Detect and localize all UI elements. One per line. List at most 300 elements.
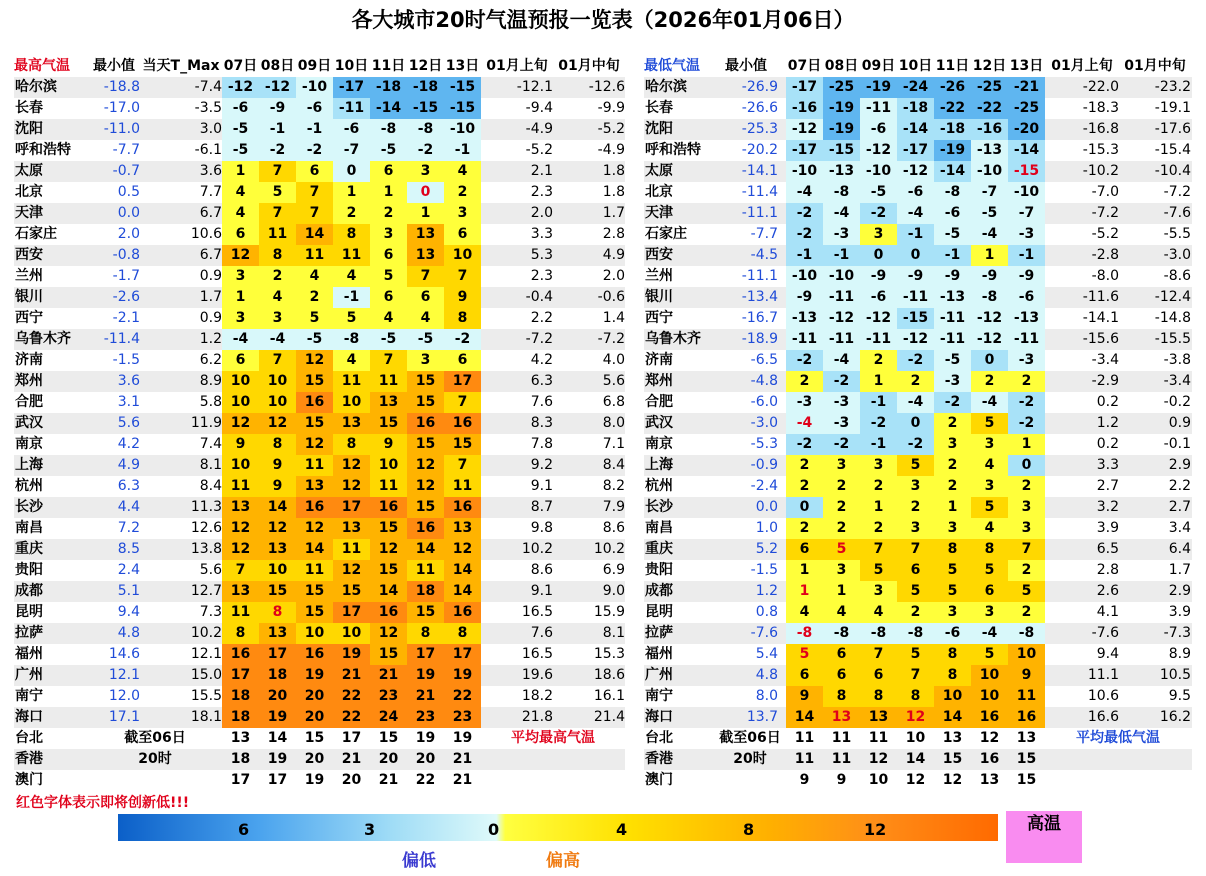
max-table-cell: 6.7 [199,205,222,221]
max-table-cell: -9.9 [597,100,625,116]
min-table-cell: -4 [786,182,823,203]
min-table-cell: -10.4 [1154,163,1191,179]
city-name: 长春 [645,100,673,116]
max-table-cell: -6 [222,98,259,119]
max-table-cell: 17 [230,772,251,788]
max-table-row [14,392,625,413]
max-table-cell: 6 [370,161,407,182]
min-table-cell: -2 [786,350,823,371]
min-table-cell: 13 [860,707,897,728]
max-table-cell: 18 [222,707,259,728]
min-table-cell: -16 [786,98,823,119]
max-table-cell: 6 [444,224,481,245]
max-table-row [14,203,625,224]
max-table-cell: 21.4 [593,709,625,725]
min-header-cell: 最小值 [725,58,767,74]
max-table-row [14,371,625,392]
max-table-cell: 8.0 [602,415,625,431]
min-table-cell: -9 [1008,266,1045,287]
min-table-cell: -5.3 [750,436,778,452]
max-table-cell: 14 [296,539,333,560]
max-table-cell: -1.5 [112,352,140,368]
min-table-cell: 16 [979,751,1000,767]
min-table-row [644,707,1192,728]
max-table-cell: 9.0 [602,583,625,599]
max-table-cell: -5.2 [525,142,553,158]
max-table-cell: 1.4 [602,310,625,326]
city-name: 合肥 [15,394,43,410]
min-header-cell: 12日 [972,58,1007,74]
max-table-cell: 2.4 [117,562,140,578]
city-name: 台北 [645,730,673,746]
min-table-row [644,350,1192,371]
max-table-cell: 9 [259,476,296,497]
max-table-cell: 12 [407,476,444,497]
max-header-cell: 01月上旬 [486,58,548,74]
min-table-cell: 0.2 [1096,436,1119,452]
max-table-cell: 12 [370,539,407,560]
min-table-cell: 9.4 [1096,646,1119,662]
min-table-cell: 6 [860,665,897,686]
max-table-cell: 12 [259,413,296,434]
max-table-row [14,350,625,371]
city-name: 南昌 [645,520,673,536]
min-table-cell: -22.0 [1082,79,1119,95]
min-table-cell: 6 [786,539,823,560]
min-table-cell: -23.2 [1154,79,1191,95]
min-table-cell: 2 [971,371,1008,392]
max-table-cell: 5.8 [199,394,222,410]
min-table-cell: -8 [823,623,860,644]
max-table-cell: 19.6 [521,667,553,683]
min-table-cell: 3.2 [1096,499,1119,515]
min-table-row [644,581,1192,602]
max-table-cell: 2 [370,203,407,224]
min-table-cell: 0.0 [755,499,778,515]
max-table-cell: 23 [407,707,444,728]
max-table-cell: 2.0 [602,268,625,284]
min-table-cell: 2.2 [1168,478,1191,494]
max-table-cell: 5.6 [117,415,140,431]
min-table-cell: 3.3 [1096,457,1119,473]
min-table-cell: -9 [786,287,823,308]
max-table-row [14,77,625,98]
min-table-cell: 1 [860,371,897,392]
min-table-cell: 1.7 [1168,562,1191,578]
max-header-cell: 08日 [260,58,295,74]
max-table-cell: -2 [407,140,444,161]
city-name: 哈尔滨 [15,79,57,95]
max-table-cell: -12 [259,77,296,98]
min-table-cell: 6 [823,665,860,686]
max-table-cell: 13 [370,392,407,413]
max-table-row [14,623,625,644]
max-table-cell: -10 [296,77,333,98]
min-table-cell: -11 [860,98,897,119]
max-table-cell: 19 [259,707,296,728]
max-table-cell: 11 [333,539,370,560]
max-table-cell: 6.3 [530,373,553,389]
min-table-cell: 2 [1008,476,1045,497]
max-table-cell: 12.6 [190,520,222,536]
min-table-cell: -6.5 [750,352,778,368]
min-table-cell: -7.0 [1091,184,1119,200]
max-table-cell: 15 [407,434,444,455]
min-table-cell: -10 [786,161,823,182]
min-table-cell: 1 [934,497,971,518]
max-table-cell: 5.6 [199,562,222,578]
min-table-cell: -0.2 [1163,394,1191,410]
max-table-cell: 21 [452,772,473,788]
avg-max-label: 平均最高气温 [511,730,595,746]
min-table-cell: 5 [971,560,1008,581]
max-table-cell: 11 [296,455,333,476]
min-table-cell: -5 [860,182,897,203]
max-table-cell: -2 [296,140,333,161]
city-name: 长沙 [15,499,43,515]
max-table-cell: 21 [407,686,444,707]
min-table-cell: 10 [1008,644,1045,665]
max-table-cell: 7 [259,161,296,182]
min-header-cell: 07日 [787,58,822,74]
min-table-cell: -12 [786,119,823,140]
max-header-cell: 11日 [371,58,406,74]
min-table-cell: -18 [897,98,934,119]
min-table-row [644,182,1192,203]
min-table-cell: -22 [934,98,971,119]
min-table-cell: -15.5 [1154,331,1191,347]
min-table-cell: -2 [1008,413,1045,434]
min-table-cell: 2 [786,476,823,497]
max-table-cell: 4 [296,266,333,287]
min-table-cell: 2.8 [1096,562,1119,578]
avg-min-label: 平均最低气温 [1076,730,1160,746]
max-table-cell: -8 [370,119,407,140]
max-table-cell: 16.5 [521,646,553,662]
max-table-cell: 11 [407,560,444,581]
min-table-cell: -7.2 [1163,184,1191,200]
min-table-cell: -1 [823,245,860,266]
max-table-cell: 4 [222,203,259,224]
min-table-cell: -2 [897,434,934,455]
min-table-cell: -17.6 [1154,121,1191,137]
min-table-cell: 15 [1016,751,1037,767]
max-table-row [14,245,625,266]
below-normal-label: 偏低 [402,851,436,871]
max-table-cell: 10.2 [190,625,222,641]
min-table-cell: -19 [934,140,971,161]
max-table-row [14,476,625,497]
min-table-cell: 7 [860,539,897,560]
max-table-cell: -4 [222,329,259,350]
min-table-cell: -6 [934,203,971,224]
min-table-cell: 8 [823,686,860,707]
min-table-cell: 0.8 [755,604,778,620]
city-name: 南京 [645,436,673,452]
min-table-cell: -11.1 [741,205,778,221]
max-table-cell: 17 [444,644,481,665]
min-table-cell: -16 [971,119,1008,140]
max-table-cell: 8.1 [199,457,222,473]
max-table-cell: 9 [259,455,296,476]
min-table-cell: 9.5 [1168,688,1191,704]
min-table-cell: -13 [786,308,823,329]
min-table-cell: -12 [823,308,860,329]
max-table-cell: 19 [333,644,370,665]
min-table-cell: -6 [860,119,897,140]
min-table-cell: 3 [860,455,897,476]
max-table-cell: 16 [296,497,333,518]
min-table-cell: -16.7 [741,310,778,326]
min-table-cell: 16 [971,707,1008,728]
max-table-row [14,161,625,182]
min-table-cell: 2 [1008,371,1045,392]
max-table-row [14,182,625,203]
min-table-cell: -7 [971,182,1008,203]
min-table-cell: 7 [860,644,897,665]
max-table-cell: 8 [444,308,481,329]
max-table-cell: 6.2 [199,352,222,368]
min-table-cell: 14 [905,751,926,767]
max-table-cell: 9 [444,287,481,308]
min-table-row [644,224,1192,245]
max-table-cell: 12 [444,539,481,560]
max-table-cell: 0 [333,161,370,182]
max-table-cell: 2.3 [530,268,553,284]
max-table-cell: -5 [370,140,407,161]
min-table-cell: 6.4 [1168,541,1191,557]
max-table-cell: 1.7 [199,289,222,305]
min-table-row [644,560,1192,581]
min-table-cell: 8 [934,539,971,560]
min-table-cell: 5 [897,644,934,665]
min-table-row [644,329,1192,350]
min-header-cell: 13日 [1009,58,1044,74]
min-table-cell: -3.0 [750,415,778,431]
max-table-cell: 11.9 [190,415,222,431]
min-table-cell: 12 [905,772,926,788]
max-table-cell: 21 [452,751,473,767]
max-table-cell: 14 [267,730,288,746]
min-table-cell: 2 [897,497,934,518]
max-table-cell: 16 [370,602,407,623]
max-table-cell: 8.6 [602,520,625,536]
min-table-cell: 10 [934,686,971,707]
max-table-cell: 24 [370,707,407,728]
max-table-cell: 6.9 [602,562,625,578]
min-table-cell: -5 [934,224,971,245]
min-table-extra-row [644,749,1192,770]
min-table-row [644,140,1192,161]
min-table-cell: 13 [823,707,860,728]
min-header-cell: 01月上旬 [1051,58,1113,74]
max-table-cell: 10 [333,392,370,413]
max-table-cell: 2.8 [602,226,625,242]
max-table-cell: 2 [444,182,481,203]
max-table-cell: 16 [296,644,333,665]
max-table-cell: 9.1 [530,583,553,599]
max-table-cell: 18 [259,665,296,686]
max-table-cell: 0.5 [117,184,140,200]
min-table-cell: -8 [934,182,971,203]
min-table-row [644,77,1192,98]
city-name: 武汉 [645,415,673,431]
min-table-cell: -9 [934,266,971,287]
max-table-cell: -6 [333,119,370,140]
hot-legend-box: 高温 [1006,811,1082,863]
min-table-cell: 3 [897,518,934,539]
min-table-cell: -1.5 [750,562,778,578]
max-table-cell: 13 [259,623,296,644]
min-table-cell: -11 [823,329,860,350]
max-table-cell: -5 [222,140,259,161]
max-table-cell: 7.3 [199,604,222,620]
min-header-cell: 10日 [898,58,933,74]
observation-note: 截至06日 [719,730,781,746]
min-table-cell: 3 [823,455,860,476]
city-name: 南宁 [15,688,43,704]
city-name: 西宁 [645,310,673,326]
min-table-cell: -5 [971,203,1008,224]
max-table-cell: 19 [444,665,481,686]
city-name: 呼和浩特 [15,142,71,158]
min-table-row [644,245,1192,266]
min-table-cell: -3 [823,224,860,245]
max-table-cell: -7.2 [597,331,625,347]
min-table-cell: 2 [1008,602,1045,623]
min-table-cell: 2 [897,602,934,623]
max-table-row [14,140,625,161]
min-table-cell: -11 [1008,329,1045,350]
max-table-cell: 17 [333,497,370,518]
max-table-cell: 15 [296,371,333,392]
min-table-row [644,98,1192,119]
min-table-cell: -3 [786,392,823,413]
min-table-cell: 14 [934,707,971,728]
min-table-cell: -8.6 [1163,268,1191,284]
city-name: 北京 [15,184,43,200]
max-table-cell: 2 [296,287,333,308]
min-table-cell: -8 [897,623,934,644]
min-table-cell: 5.2 [755,541,778,557]
max-table-cell: -5.2 [597,121,625,137]
min-table-cell: 12 [868,751,889,767]
min-table-cell: 4.1 [1096,604,1119,620]
min-table-cell: -6 [934,623,971,644]
max-header-cell: 当天T_Max [142,58,220,74]
city-name: 海口 [15,709,43,725]
min-table-cell: -2 [934,392,971,413]
min-table-cell: -11 [860,329,897,350]
max-table-cell: 22 [333,686,370,707]
max-table-cell: 3.3 [530,226,553,242]
max-table-cell: 10 [259,560,296,581]
min-table-cell: 5 [971,497,1008,518]
min-table-cell: 10 [971,686,1008,707]
max-table-cell: 5 [333,308,370,329]
max-table-cell: -0.6 [597,289,625,305]
max-table-row [14,224,625,245]
min-table-cell: 8 [897,686,934,707]
min-table-cell: -19 [823,119,860,140]
max-table-cell: -6.1 [194,142,222,158]
min-table-cell: 2 [786,518,823,539]
max-table-cell: 0 [407,182,444,203]
min-table-cell: 10 [971,665,1008,686]
min-table-cell: 1 [786,581,823,602]
max-table-cell: 12.1 [190,646,222,662]
city-name: 郑州 [645,373,673,389]
min-table-cell: 16 [1008,707,1045,728]
observation-note: 截至06日 [124,730,186,746]
max-table-cell: 10 [333,623,370,644]
max-table-cell: -12.6 [588,79,625,95]
max-table-cell: 15 [378,730,399,746]
min-table-cell: 2 [934,455,971,476]
max-table-cell: 17 [333,602,370,623]
min-table-cell: -3.8 [1163,352,1191,368]
max-table-cell: 4.9 [602,247,625,263]
city-name: 西宁 [15,310,43,326]
max-table-header [14,56,625,77]
max-header-cell: 最小值 [93,58,135,74]
city-name: 南昌 [15,520,43,536]
max-table-cell: 21 [378,772,399,788]
max-table-cell: -11 [333,98,370,119]
min-table-cell: -4 [971,623,1008,644]
min-header-cell: 08日 [824,58,859,74]
min-table-cell: 11 [868,730,889,746]
city-name: 广州 [15,667,43,683]
max-table-cell: 7 [222,560,259,581]
city-name: 拉萨 [645,625,673,641]
min-table-cell: -15 [897,308,934,329]
max-table-cell: 5 [370,266,407,287]
min-table-cell: -10.2 [1082,163,1119,179]
min-table-row [644,623,1192,644]
max-table-cell: 1.8 [602,163,625,179]
max-table-cell: -0.4 [525,289,553,305]
max-table-cell: 3 [370,224,407,245]
min-temp-table [644,56,1192,791]
max-table-cell: 4 [222,182,259,203]
max-table-cell: 1 [222,287,259,308]
min-table-cell: -15 [1008,161,1045,182]
min-table-cell: 0.9 [1168,415,1191,431]
max-table-cell: 11 [444,476,481,497]
min-table-cell: -2.4 [750,478,778,494]
min-table-cell: -19.1 [1154,100,1191,116]
min-table-cell: 1 [1008,434,1045,455]
max-table-cell: 11 [296,245,333,266]
max-table-cell: 7 [444,455,481,476]
max-table-cell: 7 [444,266,481,287]
max-table-cell: 11 [296,560,333,581]
min-table-cell: -26.9 [741,79,778,95]
min-table-row [644,665,1192,686]
min-table-cell: 3.4 [1168,520,1191,536]
max-table-cell: 20 [296,686,333,707]
city-name: 香港 [645,751,673,767]
min-table-cell: 1 [786,560,823,581]
min-table-cell: -2 [786,203,823,224]
min-table-cell: 2 [860,476,897,497]
min-table-cell: -12 [860,308,897,329]
min-table-cell: 2.7 [1168,499,1191,515]
min-table-cell: -25 [971,77,1008,98]
max-table-cell: 7.7 [199,184,222,200]
max-table-cell: -11.0 [103,121,140,137]
